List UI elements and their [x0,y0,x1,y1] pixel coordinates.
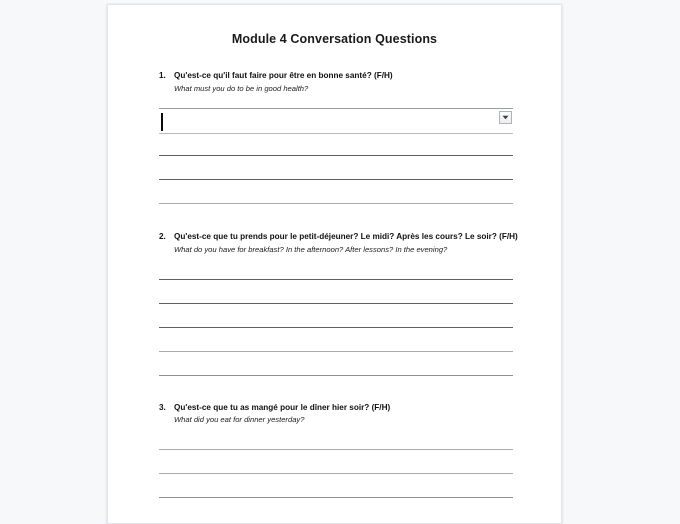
question-heading-3 [108,402,561,426]
answer-line[interactable] [159,179,513,180]
question-number-1: 1. [159,71,166,80]
answer-text-input-1[interactable] [159,108,513,134]
answer-line[interactable] [159,155,513,156]
question-heading-1 [108,70,561,94]
answer-line[interactable] [159,327,513,328]
answer-lines-2 [108,279,561,376]
question-block-1 [108,70,561,204]
chevron-down-icon[interactable] [499,111,512,124]
answer-line[interactable] [159,279,513,280]
question-text-english-3: What did you eat for dinner yesterday? [174,415,305,425]
question-heading-2 [108,231,561,255]
answer-lines-3 [108,449,561,498]
question-text-english-2: What do you have for breakfast? In the afternoon? After lessons? In the evening? [174,245,448,255]
answer-line[interactable] [159,473,513,474]
answer-line[interactable] [159,375,513,376]
answer-line[interactable] [159,449,513,450]
question-text-french-1: Qu'est-ce qu'il faut faire pour être en bonne santé? (F/H) [174,71,393,80]
answer-line[interactable] [159,203,513,204]
question-number-3: 3. [159,402,166,412]
answer-line[interactable] [159,497,513,498]
question-number-2: 2. [159,232,166,242]
page-title: Module 4 Conversation Questions [231,32,438,46]
text-caret [161,113,163,131]
answer-line[interactable] [159,351,513,352]
document-page [107,4,562,524]
answer-lines-1 [108,155,561,204]
question-block-2 [108,231,561,375]
answer-line[interactable] [159,303,513,304]
question-block-3 [108,402,561,498]
question-text-english-1: What must you do to be in good health? [174,83,309,93]
question-text-french-3: Qu'est-ce que tu as mangé pour le dîner hier soir? (F/H) [174,402,391,412]
question-text-french-2: Qu'est-ce que tu prends pour le petit-déjeuner? Le midi? Après les cours? Le soir? (F/H) [174,232,518,242]
answer-input-container-1 [108,108,561,134]
